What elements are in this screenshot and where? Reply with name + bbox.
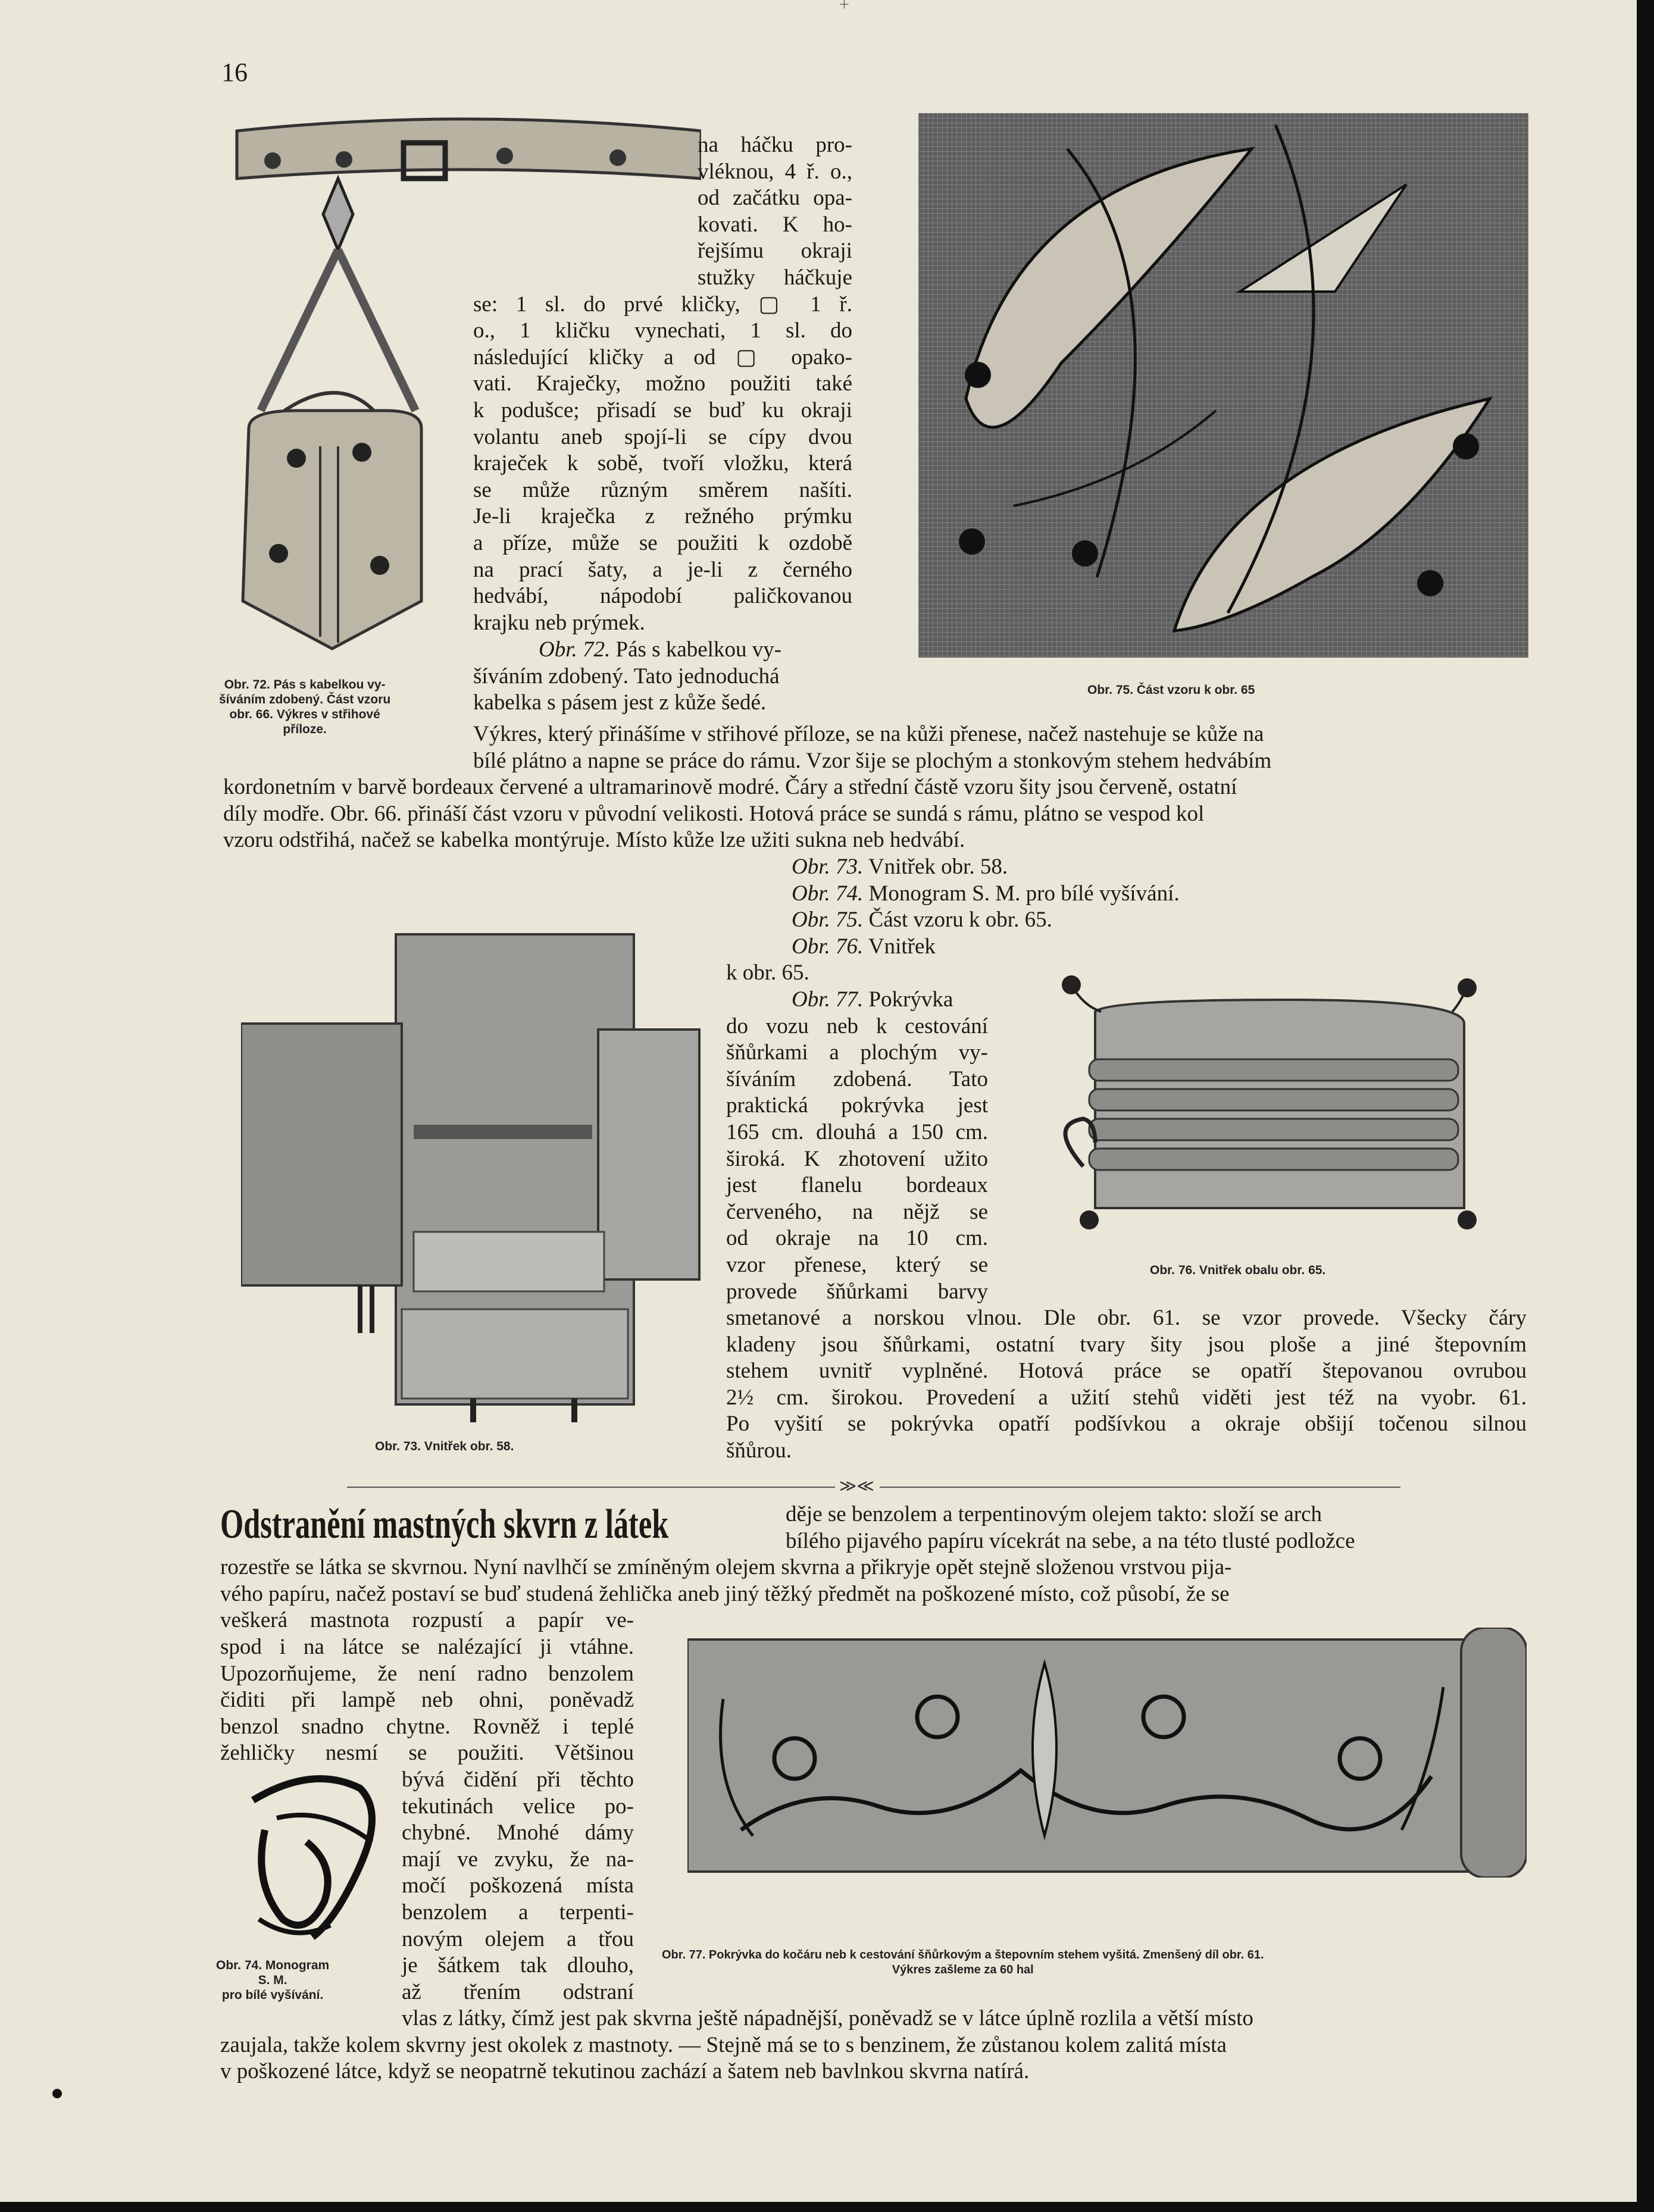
caption-obr-76: Obr. 76. Vnitřek obalu obr. 65.: [1150, 1263, 1326, 1277]
section-title: Odstranění mastných skvrn z látek: [220, 1501, 669, 1547]
obr-72-line3: kabelka s pásem jest z kůže šedé.: [473, 690, 767, 715]
obr-list-74: Obr. 74. Monogram S. M. pro bílé vyšívání.: [792, 881, 1180, 906]
paragraph-full-2: bílé plátno a napne se práce do rámu. Vzor šije se plochým a stonkovým stehem hedvábím: [473, 748, 1272, 773]
figure-76-cover-interior: [1048, 970, 1482, 1238]
obr-76-continued: k obr. 65.: [726, 960, 809, 985]
figure-73-case-interior: [241, 922, 711, 1428]
paragraph-obr-77: do vozu neb k cestování šňůrkami a plochým vy- šíváním zdobená. Tato praktická pokrývka jest 165 cm. dlouhá a 150 cm. široká. K zhotovení užito jest flanelu bordeaux červeného, na nějž se od okraje na 10 cm. vzor přenese, který se provede šňůrkami barvy: [726, 1013, 988, 1304]
figure-77-carriage-blanket: [687, 1628, 1527, 1878]
obr-72-line2: šíváním zdobený. Tato jednoduchá: [473, 664, 780, 689]
obr-77-lead: Obr. 77. Pokrývka: [792, 987, 953, 1012]
section-final-3: v poškozené látce, když se neopatrně tekutinou zachází a šatem neb bavlnkou skvrna natírá.: [220, 2059, 1030, 2084]
paragraph-col-b: se: 1 sl. do prvé kličky, ▢ 1 ř. o., 1 kličku vynechati, 1 sl. do následující kličky a od ▢ opako- vati. Kraječky, možno použiti také k podušce; přisadí se buď ku okraji volantu aneb spojí-li se cípy dvou kraječek k sobě, tvoří vložku, která: [473, 292, 852, 476]
page-number: 16: [221, 58, 248, 87]
section-final-2: zaujala, takže kolem skvrny jest okolek z mastnoty. — Stejně má se to s benzinem, že zůstanou kolem zalitá místa: [220, 2032, 1227, 2057]
paragraph-full-4: díly modře. Obr. 66. přináší část vzoru v původní velikosti. Hotová práce se sundá s rámu, plátno se vespod kol: [223, 801, 1205, 826]
section-narrow-column: bývá čidění při těchto tekutinách velice po- chybné. Mnohé dámy mají ve zvyku, že na- močí poškozená místa benzolem a terpenti- novým olejem a třou je šátkem tak dlouho, až třením odstraní: [402, 1767, 634, 2004]
paragraph-full-1: Výkres, který přinášíme v střihové příloze, se na kůži přenese, načež nastehuje se kůže na: [473, 722, 1264, 746]
section-final-1: vlas z látky, čímž jest pak skvrna ještě nápadnější, poněvadž se v látce úplně rozlila a větší místo: [402, 2006, 1253, 2030]
section-full-2: vého papíru, načež postaví se buď studená žehlička aneb jiný těžký předmět na poškozené místo, což působí, že se: [220, 1581, 1230, 1606]
caption-obr-72: Obr. 72. Pás s kabelkou vy- šíváním zdobený. Část vzoru obr. 66. Výkres v střihové příloze.: [219, 678, 391, 736]
paragraph-full-3: kordonetním v barvě bordeaux červené a ultramarinově modré. Čáry a střední částě vzoru šity jsou červeně, ostatní: [223, 775, 1237, 800]
page-dot: [52, 2089, 62, 2098]
caption-obr-77: Obr. 77. Pokrývka do kočáru neb k cestování šňůrkovým a štepovním stehem vyšitá. Zmenšený díl obr. 61. Výkres zašleme za 60 hal: [662, 1948, 1264, 1976]
paragraph-full-5: vzoru odstřihá, načež se kabelka montýruje. Místo kůže lze užiti sukna neb hedvábí.: [223, 828, 965, 853]
section-intro-2: bílého pijavého papíru vícekrát na sebe, a na této tlusté podložce: [786, 1528, 1355, 1553]
obr-list-75: Obr. 75. Část vzoru k obr. 65.: [792, 908, 1052, 933]
caption-obr-73: Obr. 73. Vnitřek obr. 58.: [375, 1440, 514, 1453]
section-full-1: rozestře se látka se skvrnou. Nyní navlhčí se zmíněným olejem skvrna a přikryje opět stejně složenou vrstvou pija-: [220, 1555, 1232, 1580]
top-register-mark: +: [839, 0, 849, 14]
section-intro-1: děje se benzolem a terpentinovým olejem takto: složí se arch: [786, 1502, 1322, 1526]
section-left-column: veškerá mastnota rozpustí a papír ve- spod i na látce se nalézající ji vtáhne. Upozorňujeme, že není radno benzolem čiditi při lampě neb ohni, poněvadž benzol snadno chytne. Rovněž i teplé žehličky nesmí se použiti. Většinou: [220, 1608, 634, 1766]
caption-obr-74: Obr. 74. Monogram S. M. pro bílé vyšívání.: [216, 1958, 330, 2002]
obr-list-73: Obr. 73. Vnitřek obr. 58.: [792, 855, 1008, 879]
paragraph-obr-77-wide: smetanové a norskou vlnou. Dle obr. 61. se vzor provede. Všecky čáry kladeny jsou šňůrkami, ostatní tvary šity jsou ploše a jiné štepovním stehem uvnitř vyplněné. Hotová práce se opatří štepovanou ovrubou 2½ cm. širokou. Provedení a užití stehů viděti jest též na vyobr. 61. Po vyšití se pokrývka opatří podšívkou a okraje obšijí točenou silnou šňůrou.: [726, 1306, 1527, 1463]
divider-left: [347, 1487, 835, 1488]
divider-right: [880, 1487, 1400, 1488]
divider-ornament: ≫≪: [839, 1477, 874, 1495]
figure-75-embroidery-pattern: [918, 113, 1528, 658]
caption-obr-75: Obr. 75. Část vzoru k obr. 65: [1087, 683, 1255, 697]
paragraph-col-c: se může různým směrem našíti. Je-li kraječka z režného prýmku a příze, může se použiti k ozdobě na prací šaty, a je-li z černého hedvábí, nápodobí paličkovanou krajku neb prýmek.: [473, 477, 852, 635]
paragraph-col-a: na háčku pro- vléknou, 4 ř. o., od začátku opa- kovati. K ho- řejšímu okraji stužky háčkuje: [698, 133, 852, 290]
obr-list-76: Obr. 76. Vnitřek: [792, 934, 936, 959]
figure-74-monogram: [241, 1764, 384, 1949]
obr-72-lead: Obr. 72. Pás s kabelkou vy-: [539, 637, 782, 662]
